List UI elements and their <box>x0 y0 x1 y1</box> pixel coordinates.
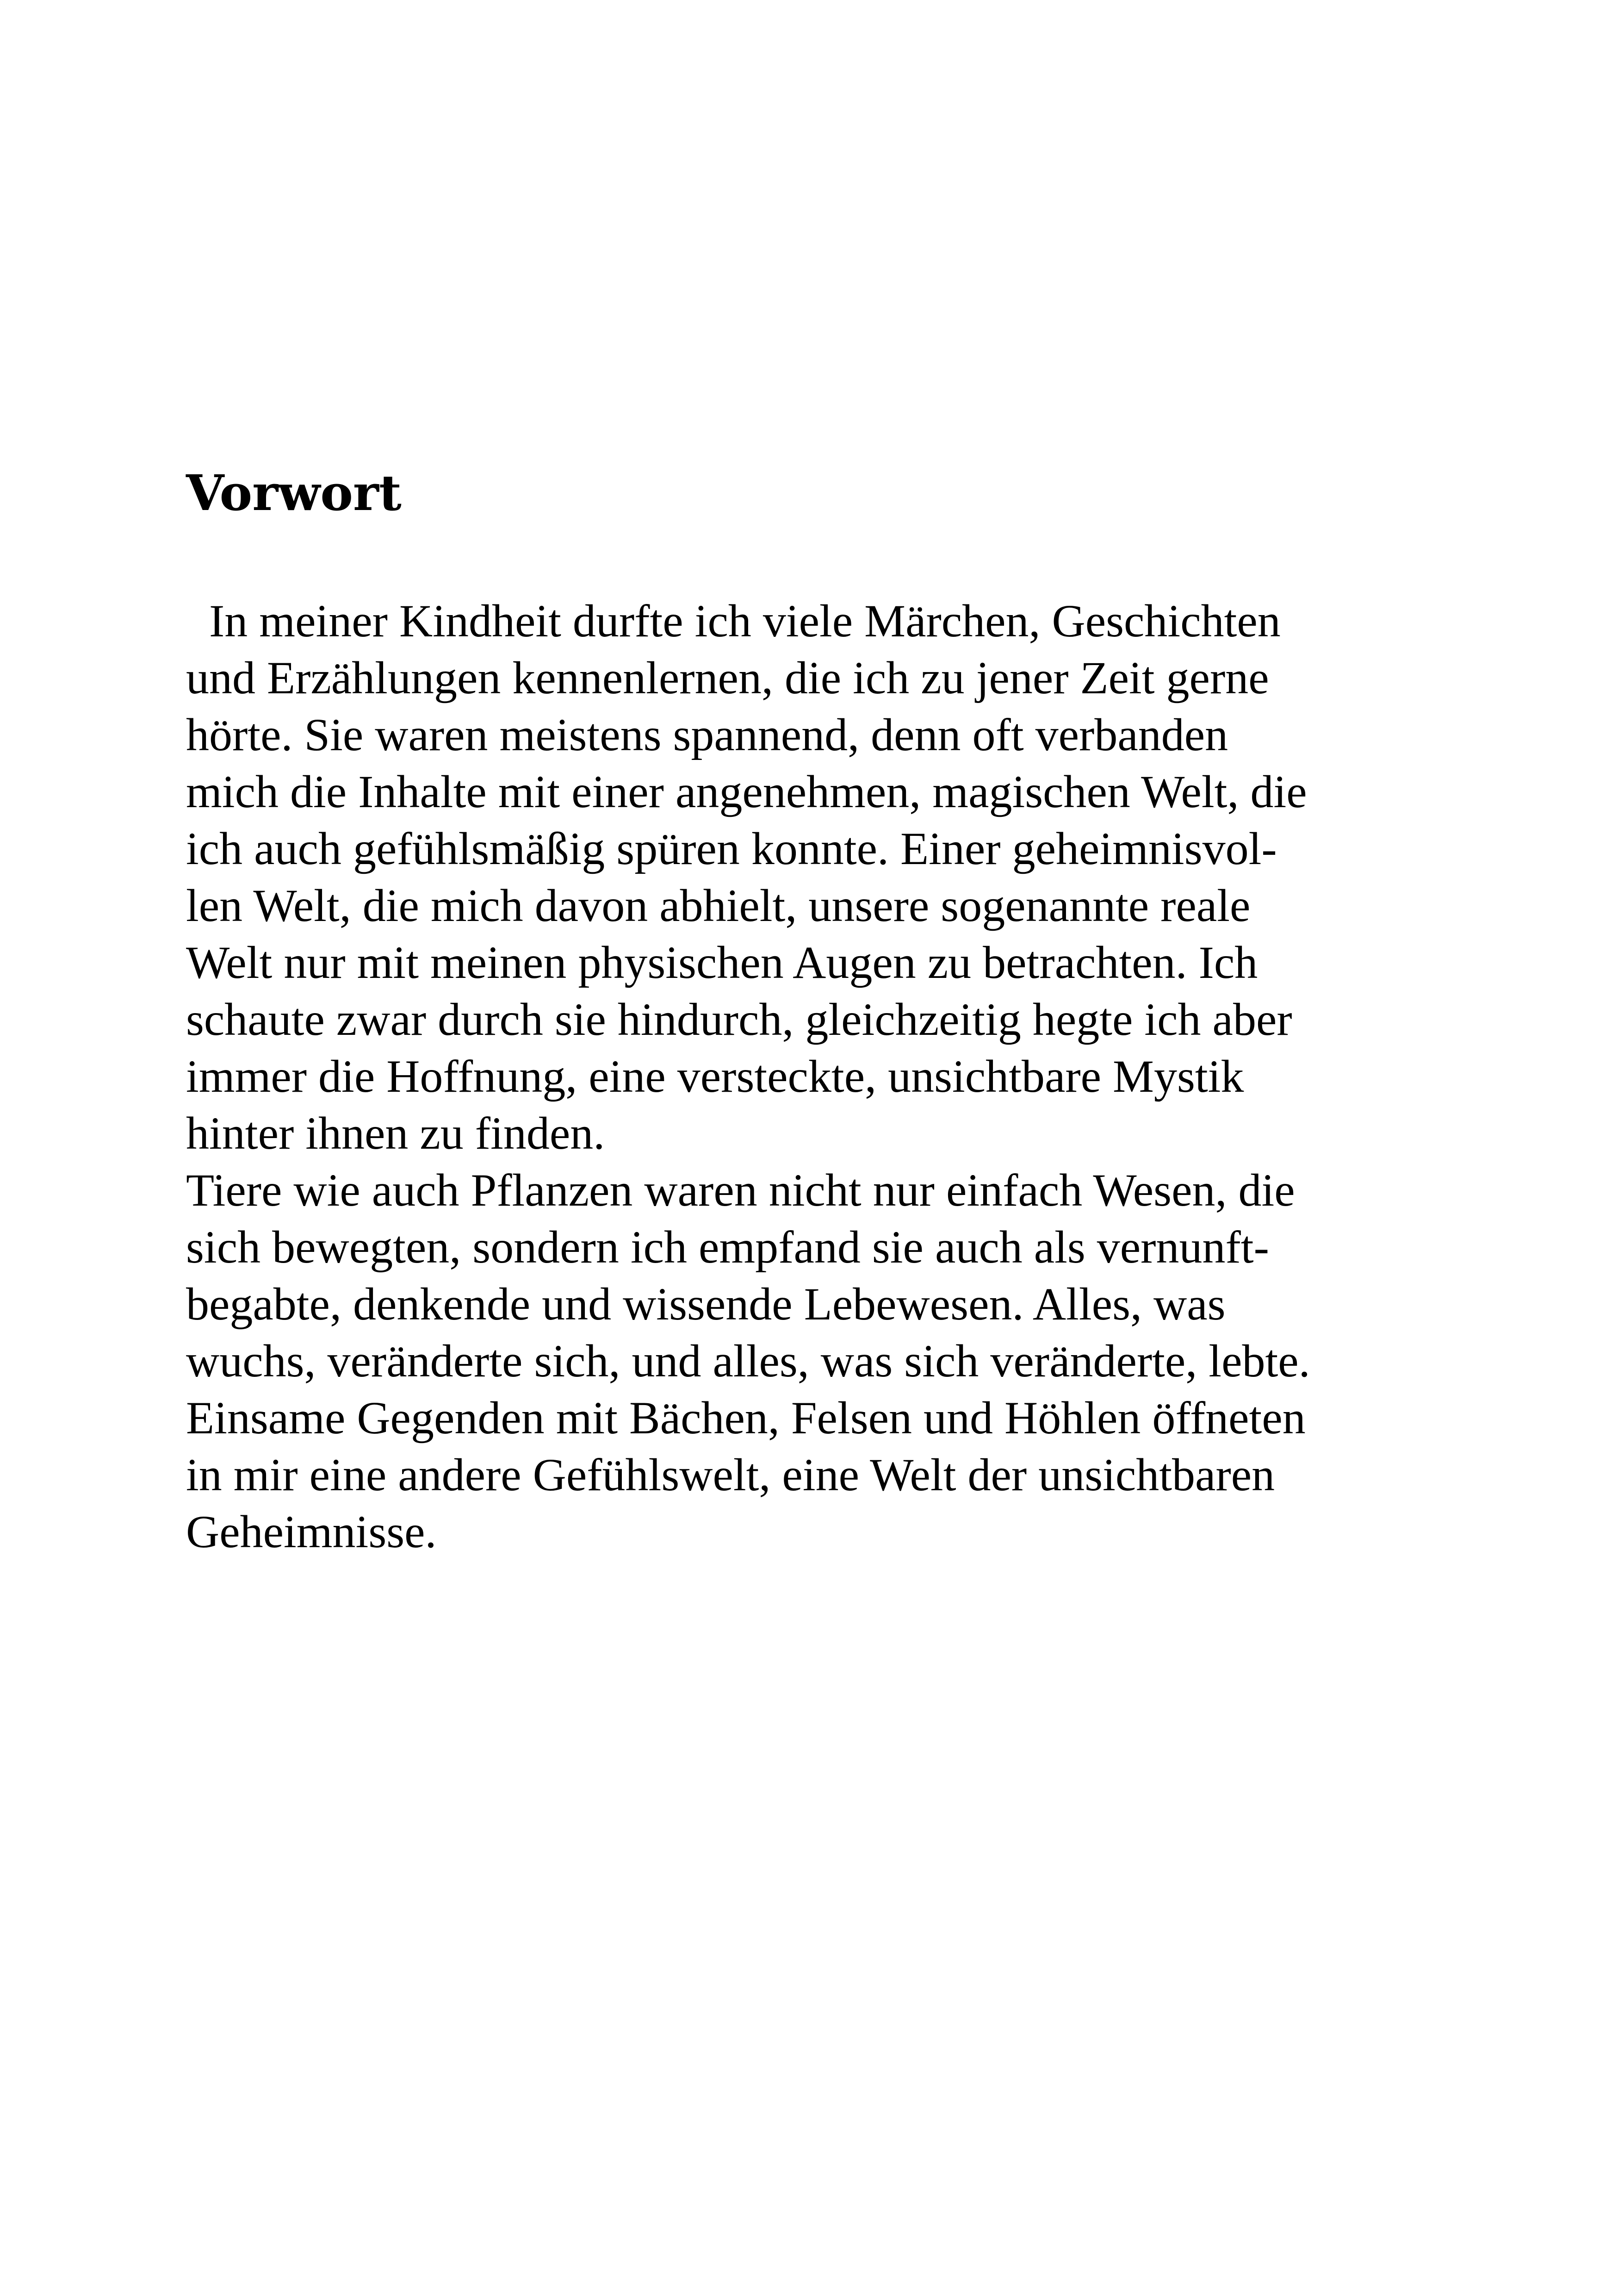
text-line: sich bewegten, sondern ich empfand sie auch als vernunft- <box>186 1221 1269 1273</box>
text-line: ich auch gefühlsmäßig spüren konnte. Einer geheimnisvol- <box>186 823 1277 874</box>
text-line: wuchs, veränderte sich, und alles, was sich veränderte, lebte. <box>186 1335 1310 1387</box>
text-line: schaute zwar durch sie hindurch, gleichzeitig hegte ich aber <box>186 994 1292 1045</box>
body-text <box>186 592 1435 1560</box>
text-line: und Erzählungen kennenlernen, die ich zu jener Zeit gerne <box>186 652 1269 703</box>
text-line: Tiere wie auch Pflanzen waren nicht nur einfach Wesen, die <box>186 1164 1295 1216</box>
text-line: Welt nur mit meinen physischen Augen zu betrachten. Ich <box>186 937 1258 988</box>
text-line: immer die Hoffnung, eine versteckte, unsichtbare Mystik <box>186 1051 1244 1102</box>
page-title: Vorwort <box>186 464 402 522</box>
paragraph-1 <box>186 592 1435 1162</box>
paragraph-2 <box>186 1162 1435 1560</box>
text-line: Geheimnisse. <box>186 1506 437 1557</box>
text-line: Einsame Gegenden mit Bächen, Felsen und Höhlen öffneten <box>186 1392 1306 1444</box>
text-line: hinter ihnen zu finden. <box>186 1108 605 1159</box>
text-line: len Welt, die mich davon abhielt, unsere sogenannte reale <box>186 880 1251 931</box>
text-line: mich die Inhalte mit einer angenehmen, magischen Welt, die <box>186 766 1307 817</box>
text-line: In meiner Kindheit durfte ich viele Märchen, Geschichten <box>186 595 1281 647</box>
text-line: hörte. Sie waren meistens spannend, denn oft verbanden <box>186 709 1228 760</box>
text-line: begabte, denkende und wissende Lebewesen. Alles, was <box>186 1278 1226 1330</box>
text-line: in mir eine andere Gefühlswelt, eine Welt der unsichtbaren <box>186 1449 1275 1500</box>
